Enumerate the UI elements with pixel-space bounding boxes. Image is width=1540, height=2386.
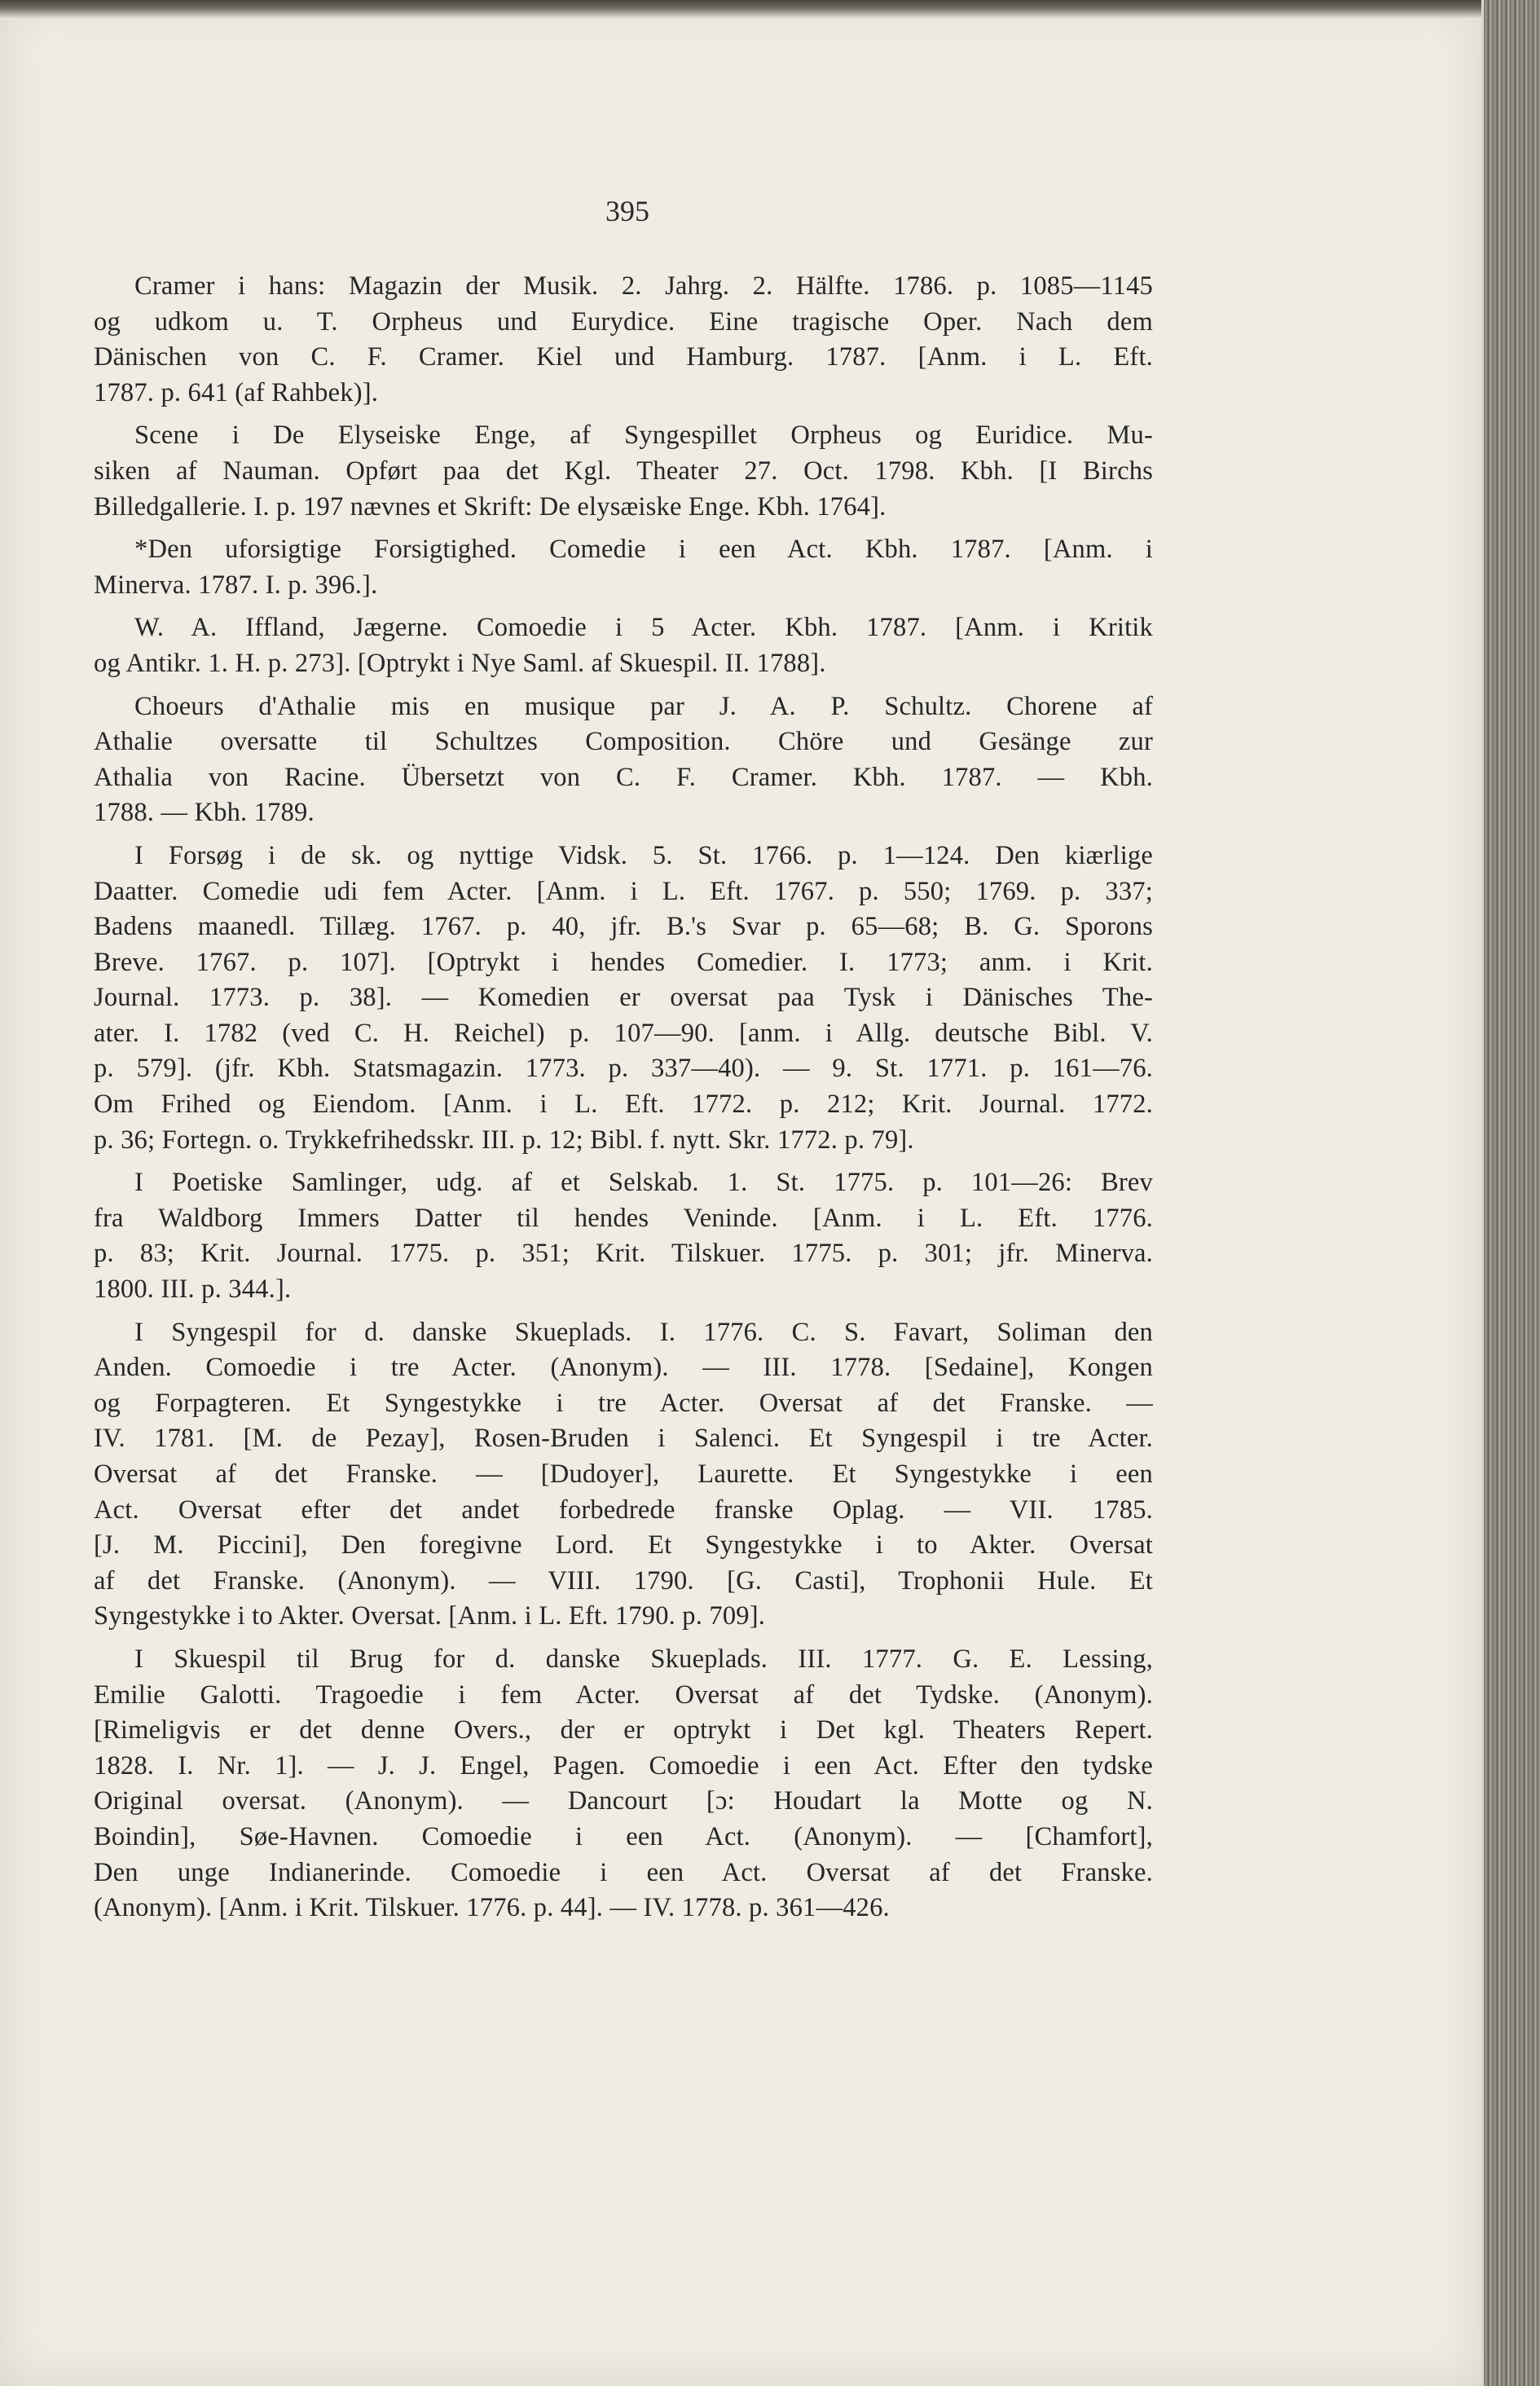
text-line: [Rimeligvis er det denne Overs., der er optrykt i Det kgl. Theaters Repert. xyxy=(94,1715,1153,1745)
text-line: 1788. — Kbh. 1789. xyxy=(94,798,315,828)
text-line: fra Waldborg Immers Datter til hendes Veninde. [Anm. i L. Eft. 1776. xyxy=(94,1203,1153,1233)
bibliography-entry xyxy=(94,1165,1153,1307)
text-line: Minerva. 1787. I. p. 396.]. xyxy=(94,570,378,600)
text-line: ater. I. 1782 (ved C. H. Reichel) p. 107—90. [anm. i Allg. deutsche Bibl. V. xyxy=(94,1018,1153,1048)
text-line: W. A. Iffland, Jægerne. Comoedie i 5 Acter. Kbh. 1787. [Anm. i Kritik xyxy=(134,613,1153,643)
bibliography-entry xyxy=(94,610,1153,681)
bibliography-entry xyxy=(94,839,1153,1158)
bibliography-entry xyxy=(94,1315,1153,1635)
text-line: *Den uforsigtige Forsigtighed. Comedie i een Act. Kbh. 1787. [Anm. i xyxy=(134,535,1153,565)
text-line: Den unge Indianerinde. Comoedie i een Act. Oversat af det Franske. xyxy=(94,1857,1153,1887)
text-line: Journal. 1773. p. 38]. — Komedien er oversat paa Tysk i Dänisches The- xyxy=(94,983,1153,1013)
text-line: [J. M. Piccini], Den foregivne Lord. Et Syngestykke i to Akter. Oversat xyxy=(94,1530,1153,1561)
text-line: af det Franske. (Anonym). — VIII. 1790. [G. Casti], Trophonii Hule. Et xyxy=(94,1565,1153,1596)
text-line: Cramer i hans: Magazin der Musik. 2. Jahrg. 2. Hälfte. 1786. p. 1085—1145 xyxy=(134,271,1153,301)
bibliography-entry xyxy=(94,1642,1153,1926)
text-line: p. 579]. (jfr. Kbh. Statsmagazin. 1773. p. 337—40). — 9. St. 1771. p. 161—76. xyxy=(94,1054,1153,1084)
text-line: Boindin], Søe-Havnen. Comoedie i een Act. (Anonym). — [Chamfort], xyxy=(94,1821,1153,1851)
text-line: Act. Oversat efter det andet forbedrede franske Oplag. — VII. 1785. xyxy=(94,1495,1153,1525)
text-line: Dänischen von C. F. Cramer. Kiel und Hamburg. 1787. [Anm. i L. Eft. xyxy=(94,342,1153,372)
page-number: 395 xyxy=(605,195,649,227)
text-line: Billedgallerie. I. p. 197 nævnes et Skrift: De elysæiske Enge. Kbh. 1764]. xyxy=(94,491,887,522)
text-line: p. 83; Krit. Journal. 1775. p. 351; Krit. Tilskuer. 1775. p. 301; jfr. Minerva. xyxy=(94,1239,1153,1269)
text-line: og Forpagteren. Et Syngestykke i tre Acter. Oversat af det Franske. — xyxy=(94,1388,1153,1418)
text-line: Breve. 1767. p. 107]. [Optrykt i hendes Comedier. I. 1773; anm. i Krit. xyxy=(94,947,1153,977)
book-binding-edge xyxy=(1484,0,1540,2386)
text-line: I Poetiske Samlinger, udg. af et Selskab. 1. St. 1775. p. 101—26: Brev xyxy=(134,1168,1153,1198)
text-line: Athalie oversatte til Schultzes Composition. Chöre und Gesänge zur xyxy=(94,727,1153,757)
text-line: I Forsøg i de sk. og nyttige Vidsk. 5. St. 1766. p. 1—124. Den kiærlige xyxy=(134,840,1153,870)
text-line: Original oversat. (Anonym). — Dancourt [ɔ: Houdart la Motte og N. xyxy=(94,1786,1153,1816)
text-line: Syngestykke i to Akter. Oversat. [Anm. i L. Eft. 1790. p. 709]. xyxy=(94,1601,766,1631)
text-line: og Antikr. 1. H. p. 273]. [Optrykt i Nye Saml. af Skuespil. II. 1788]. xyxy=(94,648,826,678)
text-line: Badens maanedl. Tillæg. 1767. p. 40, jfr. B.'s Svar p. 65—68; B. G. Sporons xyxy=(94,912,1153,942)
text-line: Athalia von Racine. Übersetzt von C. F. Cramer. Kbh. 1787. — Kbh. xyxy=(94,762,1153,792)
text-line: og udkom u. T. Orpheus und Eurydice. Eine tragische Oper. Nach dem xyxy=(94,306,1153,337)
bibliography-entry xyxy=(94,269,1153,411)
text-line: (Anonym). [Anm. i Krit. Tilskuer. 1776. p. 44]. — IV. 1778. p. 361—426. xyxy=(94,1893,890,1923)
text-line: Anden. Comoedie i tre Acter. (Anonym). — III. 1778. [Sedaine], Kongen xyxy=(94,1353,1153,1383)
text-line: siken af Nauman. Opført paa det Kgl. Theater 27. Oct. 1798. Kbh. [I Birchs xyxy=(94,456,1153,486)
text-line: 1787. p. 641 (af Rahbek)]. xyxy=(94,377,379,407)
page-top-edge xyxy=(0,0,1481,20)
text-line: Scene i De Elyseiske Enge, af Syngespillet Orpheus og Euridice. Mu- xyxy=(134,420,1153,451)
text-line: Choeurs d'Athalie mis en musique par J. A. P. Schultz. Chorene af xyxy=(134,691,1153,721)
text-line: Daatter. Comedie udi fem Acter. [Anm. i L. Eft. 1767. p. 550; 1769. p. 337; xyxy=(94,876,1153,906)
text-line: IV. 1781. [M. de Pezay], Rosen-Bruden i Salenci. Et Syngespil i tre Acter. xyxy=(94,1424,1153,1454)
body-text xyxy=(94,269,1153,1934)
text-line: p. 36; Fortegn. o. Trykkefrihedsskr. III. p. 12; Bibl. f. nytt. Skr. 1772. p. 79]. xyxy=(94,1125,914,1155)
text-line: Om Frihed og Eiendom. [Anm. i L. Eft. 1772. p. 212; Krit. Journal. 1772. xyxy=(94,1090,1153,1120)
bibliography-entry xyxy=(94,532,1153,603)
text-line: Oversat af det Franske. — [Dudoyer], Laurette. Et Syngestykke i een xyxy=(94,1459,1153,1489)
bibliography-entry xyxy=(94,689,1153,831)
text-line: I Skuespil til Brug for d. danske Skueplads. III. 1777. G. E. Lessing, xyxy=(134,1644,1153,1674)
bibliography-entry xyxy=(94,418,1153,525)
text-line: 1800. III. p. 344.]. xyxy=(94,1274,292,1305)
text-line: 1828. I. Nr. 1]. — J. J. Engel, Pagen. Comoedie i een Act. Efter den tydske xyxy=(94,1750,1153,1781)
text-line: I Syngespil for d. danske Skueplads. I. 1776. C. S. Favart, Soliman den xyxy=(134,1317,1153,1347)
text-line: Emilie Galotti. Tragoedie i fem Acter. Oversat af det Tydske. (Anonym). xyxy=(94,1679,1153,1710)
